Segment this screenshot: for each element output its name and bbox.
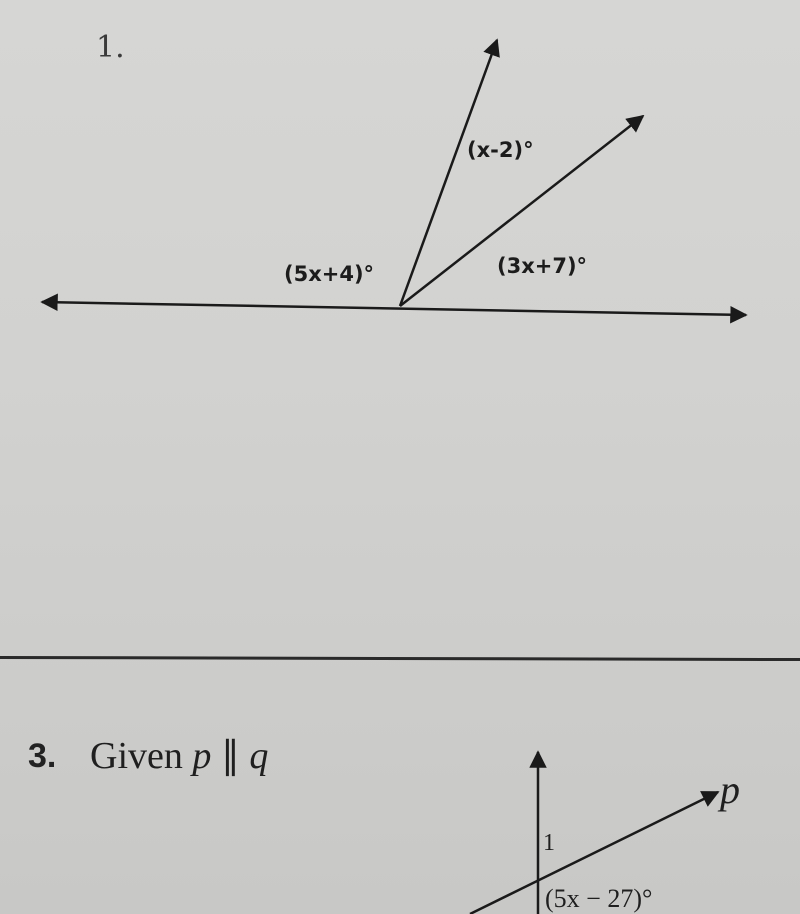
line-p-label: p: [720, 767, 740, 812]
given-var-q: q: [249, 735, 269, 777]
given-text: Given: [90, 735, 183, 777]
angle-label-right: (3x+7)°: [497, 254, 588, 278]
angle-expression-label: (5x − 27)°: [545, 884, 653, 913]
problem-3-number: 3.: [28, 737, 57, 775]
problem-1-number: 1.: [96, 30, 125, 65]
angle-label-top: (x-2)°: [467, 138, 534, 162]
angle-label-left: (5x+4)°: [284, 262, 375, 286]
angle-1-label: 1: [543, 830, 555, 856]
given-var-p: p: [192, 735, 212, 777]
parallel-symbol: ∥: [220, 735, 240, 777]
